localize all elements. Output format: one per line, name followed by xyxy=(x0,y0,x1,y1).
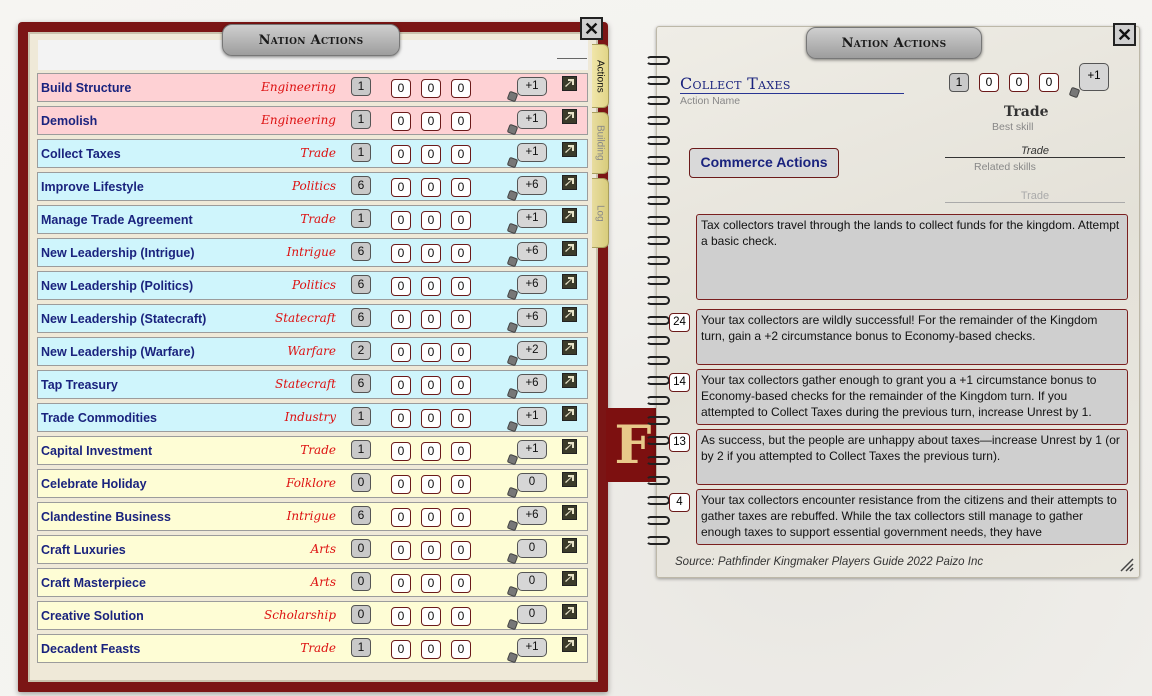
spiral-ring xyxy=(646,156,670,165)
action-counter-2[interactable]: 0 xyxy=(421,475,441,494)
action-name-link[interactable]: Collect Taxes xyxy=(41,147,121,161)
spiral-ring xyxy=(646,356,670,365)
action-name-link[interactable]: New Leadership (Politics) xyxy=(41,279,194,293)
action-counter-1[interactable]: 0 xyxy=(391,442,411,461)
open-link-icon[interactable] xyxy=(562,340,577,355)
action-modifier-button[interactable]: +6 xyxy=(517,374,547,393)
action-counter-3[interactable]: 0 xyxy=(451,277,471,296)
spiral-ring xyxy=(646,476,670,485)
spiral-ring xyxy=(646,456,670,465)
action-skill: Industry xyxy=(284,410,336,424)
action-counter-2[interactable]: 0 xyxy=(421,442,441,461)
action-level-box[interactable]: 6 xyxy=(351,374,371,393)
action-counter-3[interactable]: 0 xyxy=(451,574,471,593)
source-text: Source: Pathfinder Kingmaker Players Guide 2022 Paizo Inc xyxy=(675,556,984,568)
action-counter-1[interactable]: 0 xyxy=(391,508,411,527)
action-counter-2[interactable]: 0 xyxy=(421,112,441,131)
action-modifier-button[interactable]: 0 xyxy=(517,605,547,624)
related-skills-label: Related skills xyxy=(974,161,1036,173)
spiral-ring xyxy=(646,296,670,305)
action-counter-3[interactable]: 0 xyxy=(451,244,471,263)
action-name-link[interactable]: New Leadership (Intrigue) xyxy=(41,246,195,260)
related-skill-field-2[interactable]: Trade xyxy=(945,190,1125,203)
table-row[interactable] xyxy=(37,271,588,300)
action-name-link[interactable]: Build Structure xyxy=(41,81,132,95)
action-name-link[interactable]: Demolish xyxy=(41,114,98,128)
failure-dc[interactable]: 13 xyxy=(669,433,690,452)
spiral-ring xyxy=(646,116,670,125)
open-link-icon[interactable] xyxy=(562,538,577,553)
spiral-ring xyxy=(646,396,670,405)
action-counter-3[interactable]: 0 xyxy=(451,79,471,98)
action-level-box[interactable]: 1 xyxy=(351,407,371,426)
open-link-icon[interactable] xyxy=(562,175,577,190)
action-counter-3[interactable]: 0 xyxy=(451,178,471,197)
open-link-icon[interactable] xyxy=(562,505,577,520)
action-name-field[interactable]: Collect Taxes xyxy=(680,74,904,94)
action-name-link[interactable]: Trade Commodities xyxy=(41,411,157,425)
action-counter-1[interactable]: 0 xyxy=(391,409,411,428)
action-skill: Warfare xyxy=(287,344,336,358)
action-counter-1[interactable]: 0 xyxy=(391,277,411,296)
action-level-box[interactable]: 1 xyxy=(351,638,371,657)
open-link-icon[interactable] xyxy=(562,241,577,256)
detail-counter-3[interactable]: 0 xyxy=(1039,73,1059,92)
open-link-icon[interactable] xyxy=(562,472,577,487)
action-level-box[interactable]: 1 xyxy=(351,143,371,162)
spiral-ring xyxy=(646,56,670,65)
spiral-ring xyxy=(646,96,670,105)
related-skill-field[interactable]: Trade xyxy=(945,145,1125,158)
action-skill: Statecraft xyxy=(275,377,336,391)
table-row[interactable] xyxy=(37,535,588,564)
action-counter-1[interactable]: 0 xyxy=(391,178,411,197)
action-modifier-button[interactable]: +6 xyxy=(517,242,547,261)
action-counter-1[interactable]: 0 xyxy=(391,211,411,230)
best-skill-label: Best skill xyxy=(992,121,1034,133)
detail-window-title[interactable]: Nation Actions xyxy=(806,27,982,59)
action-skill: Trade xyxy=(300,146,336,160)
open-link-icon[interactable] xyxy=(562,637,577,652)
action-skill: Trade xyxy=(300,443,336,457)
table-row[interactable] xyxy=(37,568,588,597)
spiral-ring xyxy=(646,516,670,525)
action-counter-2[interactable]: 0 xyxy=(421,211,441,230)
action-counter-3[interactable]: 0 xyxy=(451,211,471,230)
action-name-link[interactable]: Craft Luxuries xyxy=(41,543,126,557)
list-header-cell xyxy=(557,42,587,59)
action-counter-2[interactable]: 0 xyxy=(421,607,441,626)
open-link-icon[interactable] xyxy=(562,109,577,124)
failure-text[interactable]: As success, but the people are unhappy about taxes—increase Unrest by 1 (or by 2 if you attempted to Collect Taxes the previous turn). xyxy=(696,429,1128,485)
action-counter-2[interactable]: 0 xyxy=(421,343,441,362)
tab-actions[interactable]: Actions xyxy=(592,44,609,108)
action-modifier-button[interactable]: +6 xyxy=(517,275,547,294)
detail-close-button[interactable] xyxy=(1113,23,1136,46)
action-name-link[interactable]: Tap Treasury xyxy=(41,378,118,392)
action-skill: Arts xyxy=(310,542,336,556)
spiral-ring xyxy=(646,416,670,425)
detail-counter-1[interactable]: 0 xyxy=(979,73,999,92)
open-link-icon[interactable] xyxy=(562,274,577,289)
action-counter-2[interactable]: 0 xyxy=(421,541,441,560)
best-skill-value: Trade xyxy=(1004,104,1049,120)
fantasy-grounds-logo: F xyxy=(606,408,660,482)
spiral-ring xyxy=(646,176,670,185)
action-modifier-button[interactable]: 0 xyxy=(517,539,547,558)
spiral-ring xyxy=(646,276,670,285)
spiral-ring xyxy=(646,336,670,345)
open-link-icon[interactable] xyxy=(562,604,577,619)
action-counter-1[interactable]: 0 xyxy=(391,310,411,329)
tab-log[interactable]: Log xyxy=(592,178,609,248)
action-counter-1[interactable]: 0 xyxy=(391,79,411,98)
action-name-link[interactable]: Capital Investment xyxy=(41,444,153,458)
spiral-ring xyxy=(646,76,670,85)
action-counter-3[interactable]: 0 xyxy=(451,409,471,428)
action-counter-2[interactable]: 0 xyxy=(421,376,441,395)
action-level-box[interactable]: 1 xyxy=(351,440,371,459)
table-row[interactable] xyxy=(37,304,588,333)
action-name-link[interactable]: Manage Trade Agreement xyxy=(41,213,193,227)
action-counter-3[interactable]: 0 xyxy=(451,607,471,626)
open-link-icon[interactable] xyxy=(562,439,577,454)
resize-grip-icon[interactable] xyxy=(1118,556,1134,572)
action-modifier-button[interactable]: +6 xyxy=(517,506,547,525)
action-modifier-button[interactable]: +1 xyxy=(517,440,547,459)
window-title[interactable]: Nation Actions xyxy=(222,24,400,56)
spiral-ring xyxy=(646,316,670,325)
open-link-icon[interactable] xyxy=(562,373,577,388)
action-modifier-button[interactable]: +6 xyxy=(517,308,547,327)
action-level-box[interactable]: 6 xyxy=(351,176,371,195)
critical-failure-dc[interactable]: 4 xyxy=(669,493,690,512)
action-skill: Scholarship xyxy=(263,608,336,622)
actions-list xyxy=(37,73,588,667)
action-counter-3[interactable]: 0 xyxy=(451,541,471,560)
open-link-icon[interactable] xyxy=(562,142,577,157)
table-row[interactable] xyxy=(37,139,588,168)
action-level-box[interactable]: 0 xyxy=(351,605,371,624)
close-icon: ✕ xyxy=(583,18,600,39)
action-level-box[interactable]: 6 xyxy=(351,242,371,261)
action-modifier-button[interactable]: +6 xyxy=(517,176,547,195)
action-modifier-button[interactable]: 0 xyxy=(517,572,547,591)
critical-success-dc[interactable]: 24 xyxy=(669,313,690,332)
action-counter-2[interactable]: 0 xyxy=(421,409,441,428)
action-counter-3[interactable]: 0 xyxy=(451,112,471,131)
action-counter-1[interactable]: 0 xyxy=(391,574,411,593)
spiral-ring xyxy=(646,196,670,205)
action-level-box[interactable]: 0 xyxy=(351,473,371,492)
action-counter-2[interactable]: 0 xyxy=(421,574,441,593)
table-row[interactable] xyxy=(37,73,588,102)
action-counter-3[interactable]: 0 xyxy=(451,442,471,461)
action-counter-2[interactable]: 0 xyxy=(421,79,441,98)
spiral-ring xyxy=(646,236,670,245)
action-skill: Trade xyxy=(300,641,336,655)
action-counter-3[interactable]: 0 xyxy=(451,640,471,659)
action-level-box[interactable]: 2 xyxy=(351,341,371,360)
action-modifier-button[interactable]: +1 xyxy=(517,638,547,657)
action-counter-2[interactable]: 0 xyxy=(421,310,441,329)
action-name-link[interactable]: Improve Lifestyle xyxy=(41,180,144,194)
table-row[interactable] xyxy=(37,436,588,465)
action-modifier-button[interactable]: +2 xyxy=(517,341,547,360)
table-row[interactable] xyxy=(37,337,588,366)
action-name-link[interactable]: Clandestine Business xyxy=(41,510,171,524)
spiral-ring xyxy=(646,436,670,445)
action-level-box[interactable]: 6 xyxy=(351,308,371,327)
action-skill: Trade xyxy=(300,212,336,226)
action-name-link[interactable]: Celebrate Holiday xyxy=(41,477,147,491)
table-row[interactable] xyxy=(37,106,588,135)
action-name-link[interactable]: New Leadership (Warfare) xyxy=(41,345,195,359)
table-row[interactable] xyxy=(37,205,588,234)
action-counter-3[interactable]: 0 xyxy=(451,475,471,494)
action-counter-3[interactable]: 0 xyxy=(451,343,471,362)
detail-level-box[interactable]: 1 xyxy=(949,73,969,92)
action-counter-2[interactable]: 0 xyxy=(421,640,441,659)
action-skill: Intrigue xyxy=(286,509,336,523)
description-text[interactable]: Tax collectors travel through the lands to collect funds for the kingdom. Attempt a basic check. xyxy=(696,214,1128,300)
action-counter-1[interactable]: 0 xyxy=(391,376,411,395)
action-level-box[interactable]: 1 xyxy=(351,110,371,129)
action-skill: Politics xyxy=(291,179,336,193)
action-name-label: Action Name xyxy=(680,95,741,107)
open-link-icon[interactable] xyxy=(562,406,577,421)
action-modifier-button[interactable]: +1 xyxy=(517,407,547,426)
action-level-box[interactable]: 0 xyxy=(351,539,371,558)
close-button[interactable] xyxy=(580,17,603,40)
open-link-icon[interactable] xyxy=(562,307,577,322)
action-skill: Intrigue xyxy=(286,245,336,259)
spiral-ring xyxy=(646,496,670,505)
action-counter-2[interactable]: 0 xyxy=(421,178,441,197)
action-level-box[interactable]: 6 xyxy=(351,506,371,525)
table-row[interactable] xyxy=(37,172,588,201)
action-counter-1[interactable]: 0 xyxy=(391,640,411,659)
action-counter-1[interactable]: 0 xyxy=(391,343,411,362)
action-counter-1[interactable]: 0 xyxy=(391,244,411,263)
detail-modifier-button[interactable]: +1 xyxy=(1079,63,1109,91)
action-counter-3[interactable]: 0 xyxy=(451,310,471,329)
commerce-actions-button[interactable]: Commerce Actions xyxy=(689,148,839,178)
action-counter-3[interactable]: 0 xyxy=(451,145,471,164)
success-text[interactable]: Your tax collectors gather enough to grant you a +1 circumstance bonus to Economy-based checks for the remainder of the Kingdom turn. If you attempted to Collect Taxes during the previous turn, increase Unrest by 1. xyxy=(696,369,1128,425)
action-skill: Arts xyxy=(310,575,336,589)
open-link-icon[interactable] xyxy=(562,208,577,223)
table-row[interactable] xyxy=(37,469,588,498)
action-modifier-button[interactable]: +1 xyxy=(517,110,547,129)
table-row[interactable] xyxy=(37,502,588,531)
table-row[interactable] xyxy=(37,601,588,630)
action-level-box[interactable]: 1 xyxy=(351,77,371,96)
table-row[interactable] xyxy=(37,370,588,399)
action-counter-1[interactable]: 0 xyxy=(391,475,411,494)
action-skill: Statecraft xyxy=(275,311,336,325)
action-level-box[interactable]: 1 xyxy=(351,209,371,228)
action-counter-1[interactable]: 0 xyxy=(391,541,411,560)
action-level-box[interactable]: 0 xyxy=(351,572,371,591)
action-counter-1[interactable]: 0 xyxy=(391,607,411,626)
action-level-box[interactable]: 6 xyxy=(351,275,371,294)
action-skill: Engineering xyxy=(261,80,336,94)
action-modifier-button[interactable]: +1 xyxy=(517,77,547,96)
tab-building[interactable]: Building xyxy=(592,112,609,174)
action-counter-2[interactable]: 0 xyxy=(421,277,441,296)
spiral-ring xyxy=(646,136,670,145)
action-counter-2[interactable]: 0 xyxy=(421,145,441,164)
action-modifier-button[interactable]: +1 xyxy=(517,143,547,162)
spiral-ring xyxy=(646,536,670,545)
action-counter-1[interactable]: 0 xyxy=(391,145,411,164)
table-row[interactable] xyxy=(37,403,588,432)
detail-counter-2[interactable]: 0 xyxy=(1009,73,1029,92)
action-name-link[interactable]: Craft Masterpiece xyxy=(41,576,146,590)
spiral-ring xyxy=(646,256,670,265)
success-dc[interactable]: 14 xyxy=(669,373,690,392)
critical-failure-text[interactable]: Your tax collectors encounter resistance from the citizens and their attempts to gather taxes are rebuffed. While the tax collectors still manage to gather enough taxes to support essential government needs, they have xyxy=(696,489,1128,545)
action-name-link[interactable]: Decadent Feasts xyxy=(41,642,141,656)
action-counter-3[interactable]: 0 xyxy=(451,376,471,395)
spiral-ring xyxy=(646,376,670,385)
table-row[interactable] xyxy=(37,238,588,267)
table-row[interactable] xyxy=(37,634,588,663)
open-link-icon[interactable] xyxy=(562,571,577,586)
action-modifier-button[interactable]: 0 xyxy=(517,473,547,492)
action-skill: Politics xyxy=(291,278,336,292)
open-link-icon[interactable] xyxy=(562,76,577,91)
close-icon: ✕ xyxy=(1116,24,1133,45)
action-skill: Engineering xyxy=(261,113,336,127)
action-name-link[interactable]: Creative Solution xyxy=(41,609,144,623)
action-skill: Folklore xyxy=(286,476,336,490)
spiral-ring xyxy=(646,216,670,225)
critical-success-text[interactable]: Your tax collectors are wildly successful! For the remainder of the Kingdom turn, gain a +2 circumstance bonus to Economy-based checks. xyxy=(696,309,1128,365)
action-counter-3[interactable]: 0 xyxy=(451,508,471,527)
action-modifier-button[interactable]: +1 xyxy=(517,209,547,228)
action-counter-2[interactable]: 0 xyxy=(421,508,441,527)
action-name-link[interactable]: New Leadership (Statecraft) xyxy=(41,312,207,326)
action-counter-2[interactable]: 0 xyxy=(421,244,441,263)
notebook-spiral xyxy=(646,56,672,556)
action-counter-1[interactable]: 0 xyxy=(391,112,411,131)
